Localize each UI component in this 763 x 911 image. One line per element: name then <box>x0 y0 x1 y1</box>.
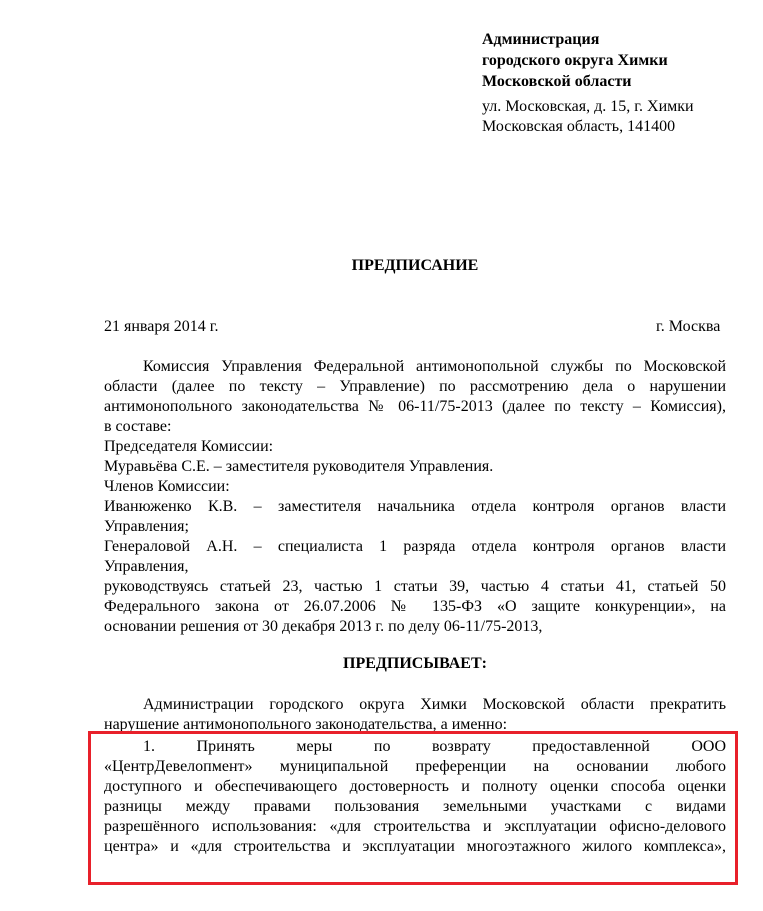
recipient-org-line1: Администрация <box>482 31 600 48</box>
highlighted-item-line: центра» и «для строительства и эксплуатации многоэтажного жилого комплекса», <box>104 838 726 855</box>
body-line: руководствуясь статьей 23, частью 1 статьи 39, частью 4 статьи 41, статьей 50 <box>104 578 726 595</box>
recipient-address-line1: ул. Московская, д. 15, г. Химки <box>482 98 694 115</box>
directive-heading: ПРЕДПИСЫВАЕТ: <box>343 655 487 672</box>
highlighted-item-line: разрешённого использования: «для строительства и эксплуатации офисно-делового <box>104 818 726 835</box>
body-line: антимонопольного законодательства № 06-11/75-2013 (далее по тексту – Комиссия), <box>104 398 726 415</box>
recipient-address-line2: Московская область, 141400 <box>482 118 676 135</box>
body-line: Председателя Комиссии: <box>104 438 274 455</box>
body-line: Муравьёва С.Е. – заместителя руководителя Управления. <box>104 458 494 475</box>
body-line: Комиссия Управления Федеральной антимонопольной службы по Московской <box>143 358 726 375</box>
recipient-org-line2: городского округа Химки <box>482 52 668 69</box>
body-line: Членов Комиссии: <box>104 478 230 495</box>
document-city: г. Москва <box>656 318 721 335</box>
document-title: ПРЕДПИСАНИЕ <box>351 257 479 274</box>
body-line: Управления; <box>104 518 189 535</box>
highlighted-item-line: доступного и обеспечивающего достоверность и полноту оценки способа оценки <box>104 778 726 795</box>
body-line: Управления, <box>104 558 189 575</box>
directive-line: нарушение антимонопольного законодательства, а именно: <box>104 716 508 733</box>
highlighted-item-line: «ЦентрДевелопмент» муниципальной преференции на основании любого <box>104 758 726 775</box>
body-line: Иванюженко К.В. – заместителя начальника отдела контроля органов власти <box>104 498 726 515</box>
body-line: основании решения от 30 декабря 2013 г. по делу 06-11/75-2013, <box>104 618 543 635</box>
highlighted-item-line: разницы между правами пользования земельными участками с видами <box>104 798 726 815</box>
highlighted-item-line: 1. Принять меры по возврату предоставленной ООО <box>143 738 726 755</box>
body-line: Федерального закона от 26.07.2006 № 135-ФЗ «О защите конкуренции», на <box>104 598 726 615</box>
body-line: области (далее по тексту – Управление) по рассмотрению дела о нарушении <box>104 378 726 395</box>
directive-line: Администрации городского округа Химки Московской области прекратить <box>143 696 726 713</box>
body-line: в составе: <box>104 418 172 435</box>
highlight-box <box>88 731 738 885</box>
document-date: 21 января 2014 г. <box>104 318 219 335</box>
body-line: Генераловой А.Н. – специалиста 1 разряда отдела контроля органов власти <box>104 538 726 555</box>
recipient-org-line3: Московской области <box>482 73 632 90</box>
